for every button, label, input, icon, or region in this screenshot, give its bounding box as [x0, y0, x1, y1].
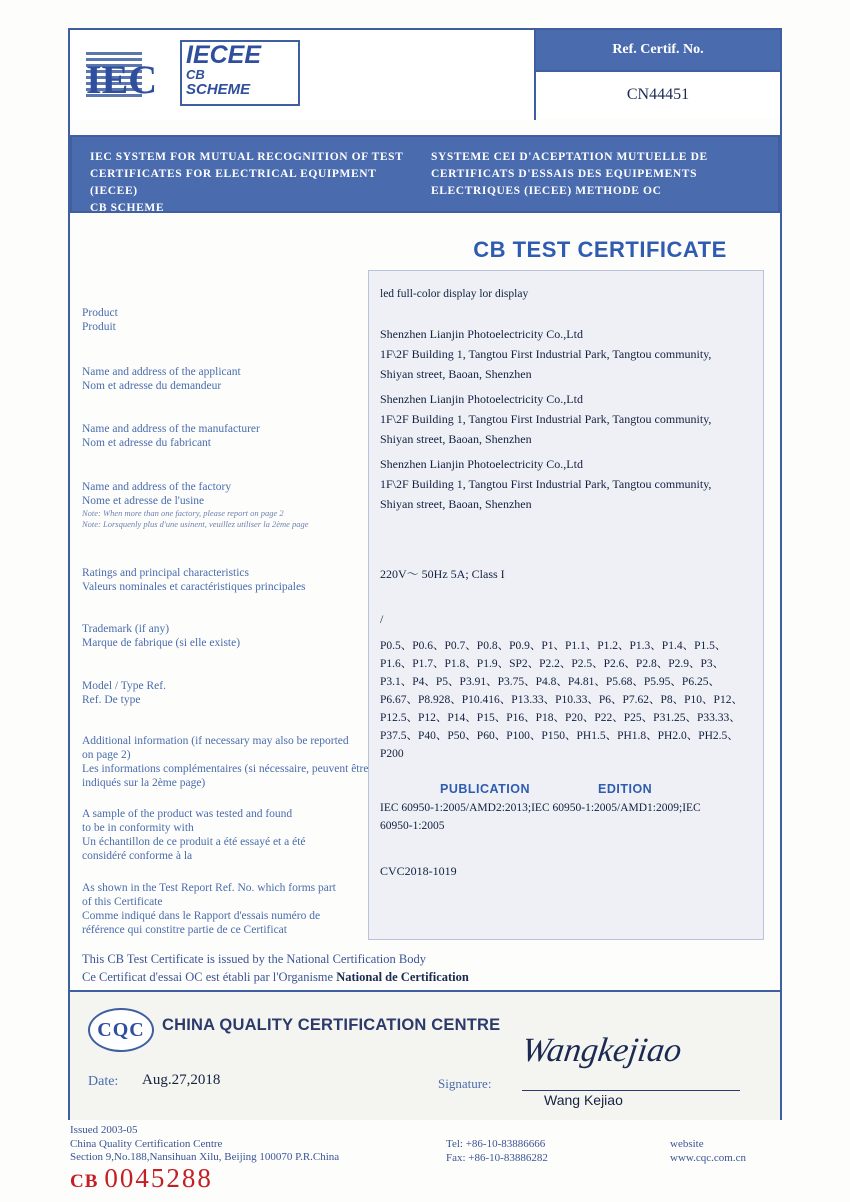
signatory-name: Wang Kejiao — [544, 1092, 623, 1108]
issued-en: This CB Test Certificate is issued by the National Certification Body — [82, 952, 426, 966]
value-model-line-2: P1.6、P1.7、P1.8、P1.9、SP2、P2.2、P2.5、P2.6、P2.8、P2.9、P3、 — [380, 658, 725, 670]
issued-fr-text: Ce Certificat d'essai OC est établi par l'Organisme — [82, 970, 337, 984]
footer-website-url[interactable]: www.cqc.com.cn — [670, 1151, 746, 1164]
value-manufacturer-address-2: Shiyan street, Baoan, Shenzhen — [380, 432, 532, 446]
footer-org: China Quality Certification Centre — [70, 1137, 223, 1150]
value-model-line-1: P0.5、P0.6、P0.7、P0.8、P0.9、P1、P1.1、P1.2、P1.3、P1.4、P1.5、 — [380, 640, 727, 652]
banner-fr-line3: ELECTRIQUES (IECEE) METHODE OC — [431, 185, 662, 197]
label-ratings: Ratings and principal characteristics Valeurs nominales et caractéristiques principales — [82, 567, 306, 593]
footer-org-info — [70, 1124, 410, 1165]
footer-address: Section 9,No.188,Nansihuan Xilu, Beijing 100070 P.R.China — [70, 1151, 340, 1163]
cqc-logo-icon: CQC — [88, 1008, 154, 1052]
value-factory-address-1: 1F\2F Building 1, Tangtou First Industrial Park, Tangtou community, — [380, 477, 712, 491]
value-ratings: 220V～ 50Hz 5A; Class I — [380, 567, 505, 581]
certificate-header — [70, 30, 780, 120]
value-manufacturer-address-1: 1F\2F Building 1, Tangtou First Industrial Park, Tangtou community, — [380, 412, 712, 426]
edition-heading: EDITION — [598, 782, 653, 796]
label-test-report: As shown in the Test Report Ref. No. which forms part of this Certificate Comme indiqué dans le Rapport d'essais numéro de référence qui constitre partie de ce Certificat — [82, 882, 336, 936]
label-additional-info: Additional information (if necessary may also be reported on page 2) Les informations complémentaires (si nécessaire, peuvent être indiqués sur la 2ème page) — [82, 735, 369, 789]
footer-website — [670, 1138, 850, 1165]
banner-fr-line2: CERTIFICATS D'ESSAIS DES EQUIPEMENTS — [431, 168, 698, 180]
certificate-body — [70, 215, 780, 1120]
banner-en-line2: CERTIFICATES FOR ELECTRICAL EQUIPMENT (IECEE) — [90, 168, 377, 197]
date-value: Aug.27,2018 — [142, 1072, 221, 1088]
footer-contact — [446, 1138, 646, 1165]
page-title: CB TEST CERTIFICATE — [473, 237, 727, 262]
signature-handwriting: Wangkejiao — [519, 1032, 684, 1069]
value-model-line-4: P6.67、P8.928、P10.416、P13.33、P10.33、P6、P7.62、P8、P10、P12、 — [380, 694, 743, 706]
issued-fr-bold: National de Certification — [336, 970, 469, 984]
value-model-line-6: P37.5、P40、P50、P60、P100、P150、PH1.5、PH1.8、PH2.0、PH2.5、 — [380, 730, 739, 742]
issued-fr — [82, 968, 469, 986]
label-manufacturer: Name and address of the manufacturer Nom et adresse du fabricant — [82, 423, 260, 449]
value-applicant-address-1: 1F\2F Building 1, Tangtou First Industrial Park, Tangtou community, — [380, 347, 712, 361]
value-model-line-5: P12.5、P12、P14、P15、P16、P18、P20、P22、P25、P31.25、P33.33、 — [380, 712, 741, 724]
value-factory-address-2: Shiyan street, Baoan, Shenzhen — [380, 497, 532, 511]
ref-certificate-label: Ref. Certif. No. — [536, 30, 780, 72]
iecee-logo-title: IECEE — [186, 41, 262, 69]
value-factory-name: Shenzhen Lianjin Photoelectricity Co.,Ltd — [380, 457, 583, 471]
signature-label: Signature: — [438, 1076, 492, 1091]
iecee-logo-sub2: SCHEME — [186, 81, 251, 98]
value-applicant-name: Shenzhen Lianjin Photoelectricity Co.,Ltd — [380, 327, 583, 341]
ref-certificate-number: CN44451 — [536, 72, 780, 118]
scheme-banner — [70, 135, 780, 213]
value-test-report-ref: CVC2018-1019 — [380, 864, 457, 878]
iecee-logo — [180, 40, 300, 106]
value-publication-1: IEC 60950-1:2005/AMD2:2013;IEC 60950-1:2005/AMD1:2009;IEC — [380, 802, 701, 814]
signature-block — [70, 990, 780, 1120]
iecee-logo-sub1: CB — [186, 67, 205, 82]
iec-logo-text: IEC — [86, 57, 158, 102]
logo-cell — [70, 30, 536, 120]
banner-fr-line1: SYSTEME CEI D'ACEPTATION MUTUELLE DE — [431, 151, 708, 163]
cqc-organization-name: CHINA QUALITY CERTIFICATION CENTRE — [162, 1016, 501, 1034]
cb-serial-number — [70, 1163, 213, 1194]
label-sample-conformity: A sample of the product was tested and found to be in conformity with Un échantillon de ce produit a été essayé et a été considéré conforme à la — [82, 808, 306, 862]
cb-serial-prefix: CB — [70, 1171, 99, 1192]
banner-en-line1: IEC SYSTEM FOR MUTUAL RECOGNITION OF TEST — [90, 151, 404, 163]
banner-en-line3: CB SCHEME — [90, 202, 165, 214]
label-applicant: Name and address of the applicant Nom et adresse du demandeur — [82, 366, 241, 392]
label-model: Model / Type Ref. Ref. De type — [82, 680, 166, 706]
banner-english — [72, 149, 425, 214]
value-model-line-7: P200 — [380, 748, 404, 760]
issuing-body-statement — [82, 950, 469, 986]
banner-french — [425, 149, 778, 211]
footer-fax: Fax: +86-10-83886282 — [446, 1151, 548, 1164]
signature-line — [522, 1090, 740, 1091]
publication-heading: PUBLICATION — [440, 782, 530, 796]
label-trademark: Trademark (if any) Marque de fabrique (si elle existe) — [82, 623, 241, 649]
value-manufacturer-name: Shenzhen Lianjin Photoelectricity Co.,Ltd — [380, 392, 583, 406]
value-model-line-3: P3.1、P4、P5、P3.91、P3.75、P4.8、P4.81、P5.68、P5.95、P6.25、 — [380, 676, 720, 688]
footer-website-label: website — [670, 1138, 704, 1150]
label-factory: Name and address of the factory Nome et adresse de l'usine Note: When more than one factory, please report on page 2 Note: Lorsquenly plus d'une usinent, veuillez utiliser la 2ème page — [82, 481, 309, 529]
value-product: led full-color display lor display — [380, 288, 529, 300]
label-product: Product Produit — [82, 307, 118, 333]
value-publication-2: 60950-1:2005 — [380, 820, 445, 832]
ref-certificate-cell — [536, 30, 780, 120]
date-label: Date: — [88, 1074, 119, 1089]
footer-issued: Issued 2003-05 — [70, 1124, 138, 1136]
value-trademark: / — [380, 612, 384, 626]
cb-serial-value: 0045288 — [104, 1163, 213, 1193]
footer-tel: Tel: +86-10-83886666 — [446, 1138, 546, 1150]
value-applicant-address-2: Shiyan street, Baoan, Shenzhen — [380, 367, 532, 381]
